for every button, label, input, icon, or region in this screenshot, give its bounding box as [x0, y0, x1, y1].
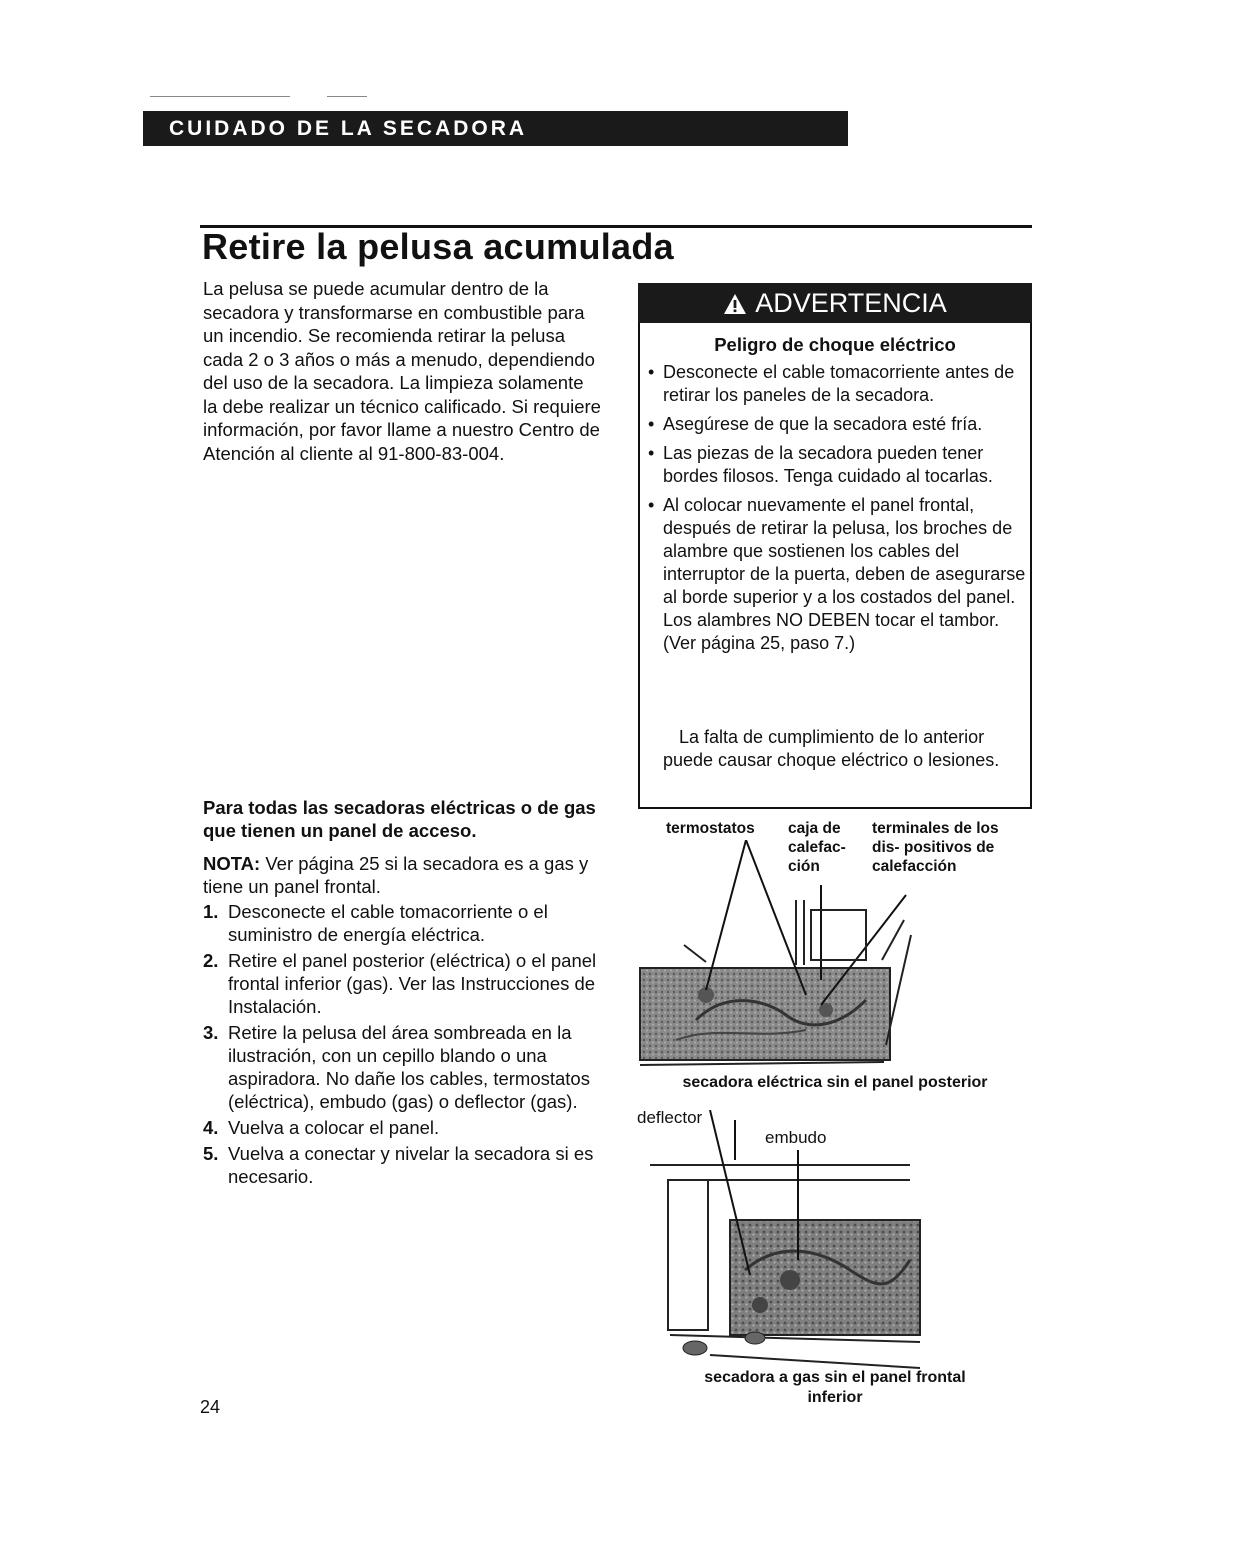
step-item — [203, 1142, 603, 1188]
warning-bullet: • Al colocar nuevamente el panel frontal, después de retirar la pelusa, los broches de alambre que sostienen los cables del interruptor de la puerta, deben de asegurarse al borde superior y a los costados del panel. Los alambres NO DEBEN tocar el tambor. (Ver página 25, paso 7.) — [648, 494, 1026, 655]
step-item — [203, 900, 603, 946]
step-number: 3. — [203, 1022, 219, 1043]
step-number: 5. — [203, 1143, 219, 1164]
note-label: NOTA: — [203, 853, 261, 874]
warning-bullet: • Las piezas de la secadora pueden tener bordes filosos. Tenga cuidado al tocarlas. — [648, 442, 1026, 488]
step-item — [203, 949, 603, 1018]
step-item — [203, 1116, 603, 1139]
label-deflector: deflector — [637, 1108, 703, 1127]
steps-list — [203, 900, 603, 1191]
warning-heading: ADVERTENCIA — [755, 288, 947, 318]
step-text: Retire la pelusa del área sombreada en la ilustración, con un cepillo blando o una aspiradora. No dañe los cables, termostatos (eléctrica), embudo (gas) o deflector (gas). — [228, 1022, 590, 1112]
label-thermostats: termostatos — [666, 820, 755, 837]
electric-dryer-illustration — [636, 840, 936, 1075]
warning-header — [638, 283, 1032, 323]
step-number: 2. — [203, 950, 219, 971]
top-rule-right — [327, 96, 367, 97]
step-text: Retire el panel posterior (eléctrica) o el panel frontal inferior (gas). Ver las Instrucciones de Instalación. — [228, 950, 597, 1017]
step-text: Vuelva a colocar el panel. — [228, 1117, 440, 1138]
step-text: Vuelva a conectar y nivelar la secadora si es necesario. — [228, 1143, 594, 1187]
note-paragraph — [203, 852, 598, 898]
warning-subheading: Peligro de choque eléctrico — [714, 334, 956, 355]
page-title: Retire la pelusa acumulada — [202, 226, 674, 267]
step-text: Desconecte el cable tomacorriente o el suministro de energía eléctrica. — [228, 901, 548, 945]
step-number: 4. — [203, 1117, 219, 1138]
top-rule-left — [150, 96, 290, 97]
intro-paragraph: La pelusa se puede acumular dentro de la secadora y transformarse en combustible para un incendio. Se recomienda retirar la pelusa cada 2 o 3 años o más a menudo, dependiendo del uso de la secadora. La limpieza solamente la debe realizar un técnico calificado. Si requiere información, por favor llame a nuestro Centro de Atención al cliente al 91-800-83-004. — [203, 278, 601, 464]
gas-diagram-caption: secadora a gas sin el panel frontal inferior — [704, 1369, 966, 1406]
label-heater-terminals: terminales de los dis- positivos de calefacción — [872, 820, 999, 875]
warning-list — [648, 361, 1026, 661]
note-text: Ver página 25 si la secadora es a gas y tiene un panel frontal. — [203, 853, 589, 897]
warning-triangle-icon — [723, 293, 747, 315]
electric-diagram-caption: secadora eléctrica sin el panel posterior — [682, 1074, 988, 1091]
label-heater-box: caja de calefac- ción — [788, 820, 846, 875]
warning-footer: La falta de cumplimiento de lo anterior puede causar choque eléctrico o lesiones. — [663, 727, 1000, 770]
step-number: 1. — [203, 901, 219, 922]
gas-dryer-illustration — [650, 1110, 930, 1370]
warning-bullet: • Desconecte el cable tomacorriente antes de retirar los paneles de la secadora. — [648, 361, 1026, 407]
step-item — [203, 1021, 603, 1113]
access-panel-subheading: Para todas las secadoras eléctricas o de gas que tienen un panel de acceso. — [203, 797, 596, 841]
warning-bullet: • Asegúrese de que la secadora esté fría. — [648, 413, 1026, 436]
page-number: 24 — [200, 1397, 221, 1417]
label-funnel: embudo — [765, 1128, 827, 1147]
section-header: CUIDADO DE LA SECADORA — [143, 111, 848, 146]
